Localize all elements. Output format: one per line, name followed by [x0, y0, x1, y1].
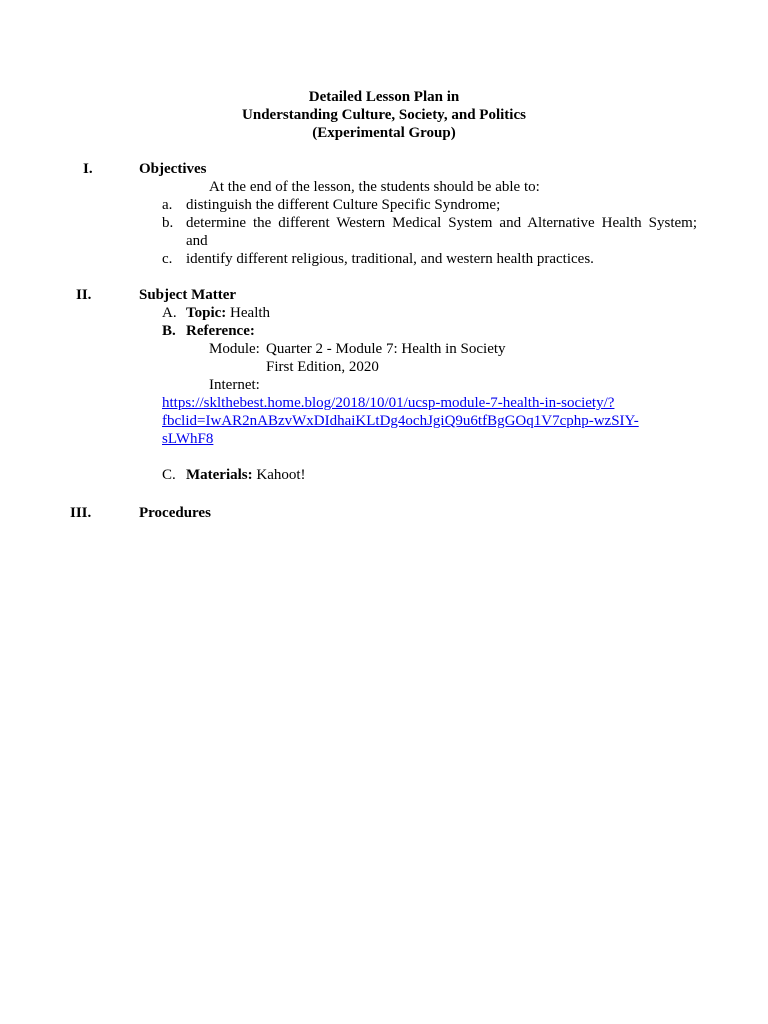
section-numeral-objectives: I.	[83, 161, 93, 177]
section-numeral-subject-matter: II.	[76, 287, 92, 303]
reference-url-line-1[interactable]: https://sklthebest.home.blog/2018/10/01/ucsp-module-7-health-in-society/?	[162, 395, 615, 411]
materials-value: Kahoot!	[256, 467, 306, 483]
topic-marker: A.	[162, 305, 177, 321]
objective-text-b: determine the different Western Medical System and Alternative Health System;	[186, 215, 697, 231]
section-heading-procedures: Procedures	[139, 505, 211, 521]
objective-text-b-continued: and	[186, 233, 208, 249]
topic-line	[186, 304, 270, 322]
objective-text-c: identify different religious, traditional, and western health practices.	[186, 251, 594, 267]
objective-marker-a: a.	[162, 197, 173, 213]
section-heading-objectives: Objectives	[139, 161, 207, 177]
objective-marker-b: b.	[162, 215, 174, 231]
materials-line	[186, 466, 306, 484]
doc-title-line-3: (Experimental Group)	[312, 125, 456, 141]
module-edition: First Edition, 2020	[266, 359, 379, 375]
section-numeral-procedures: III.	[70, 505, 92, 521]
reference-url-line-2[interactable]: fbclid=IwAR2nABzvWxDIdhaiKLtDg4ochJgiQ9u6tfBgGOq1V7cphp-wzSIY-	[162, 413, 639, 429]
reference-url-line-3[interactable]: sLWhF8	[162, 431, 214, 447]
reference-label: Reference:	[186, 323, 255, 339]
module-value: Quarter 2 - Module 7: Health in Society	[266, 341, 506, 357]
module-label: Module:	[209, 341, 260, 357]
objectives-intro: At the end of the lesson, the students should be able to:	[209, 179, 540, 195]
reference-marker: B.	[162, 323, 176, 339]
materials-marker: C.	[162, 467, 176, 483]
doc-title-line-1: Detailed Lesson Plan in	[308, 89, 460, 105]
section-heading-subject-matter: Subject Matter	[139, 287, 237, 303]
topic-value: Health	[230, 305, 271, 321]
objective-marker-c: c.	[162, 251, 173, 267]
doc-title-line-2: Understanding Culture, Society, and Politics	[242, 107, 526, 123]
objective-text-a: distinguish the different Culture Specific Syndrome;	[186, 197, 501, 213]
topic-label: Topic:	[186, 305, 227, 321]
internet-label: Internet:	[209, 377, 260, 393]
materials-label: Materials:	[186, 467, 253, 483]
